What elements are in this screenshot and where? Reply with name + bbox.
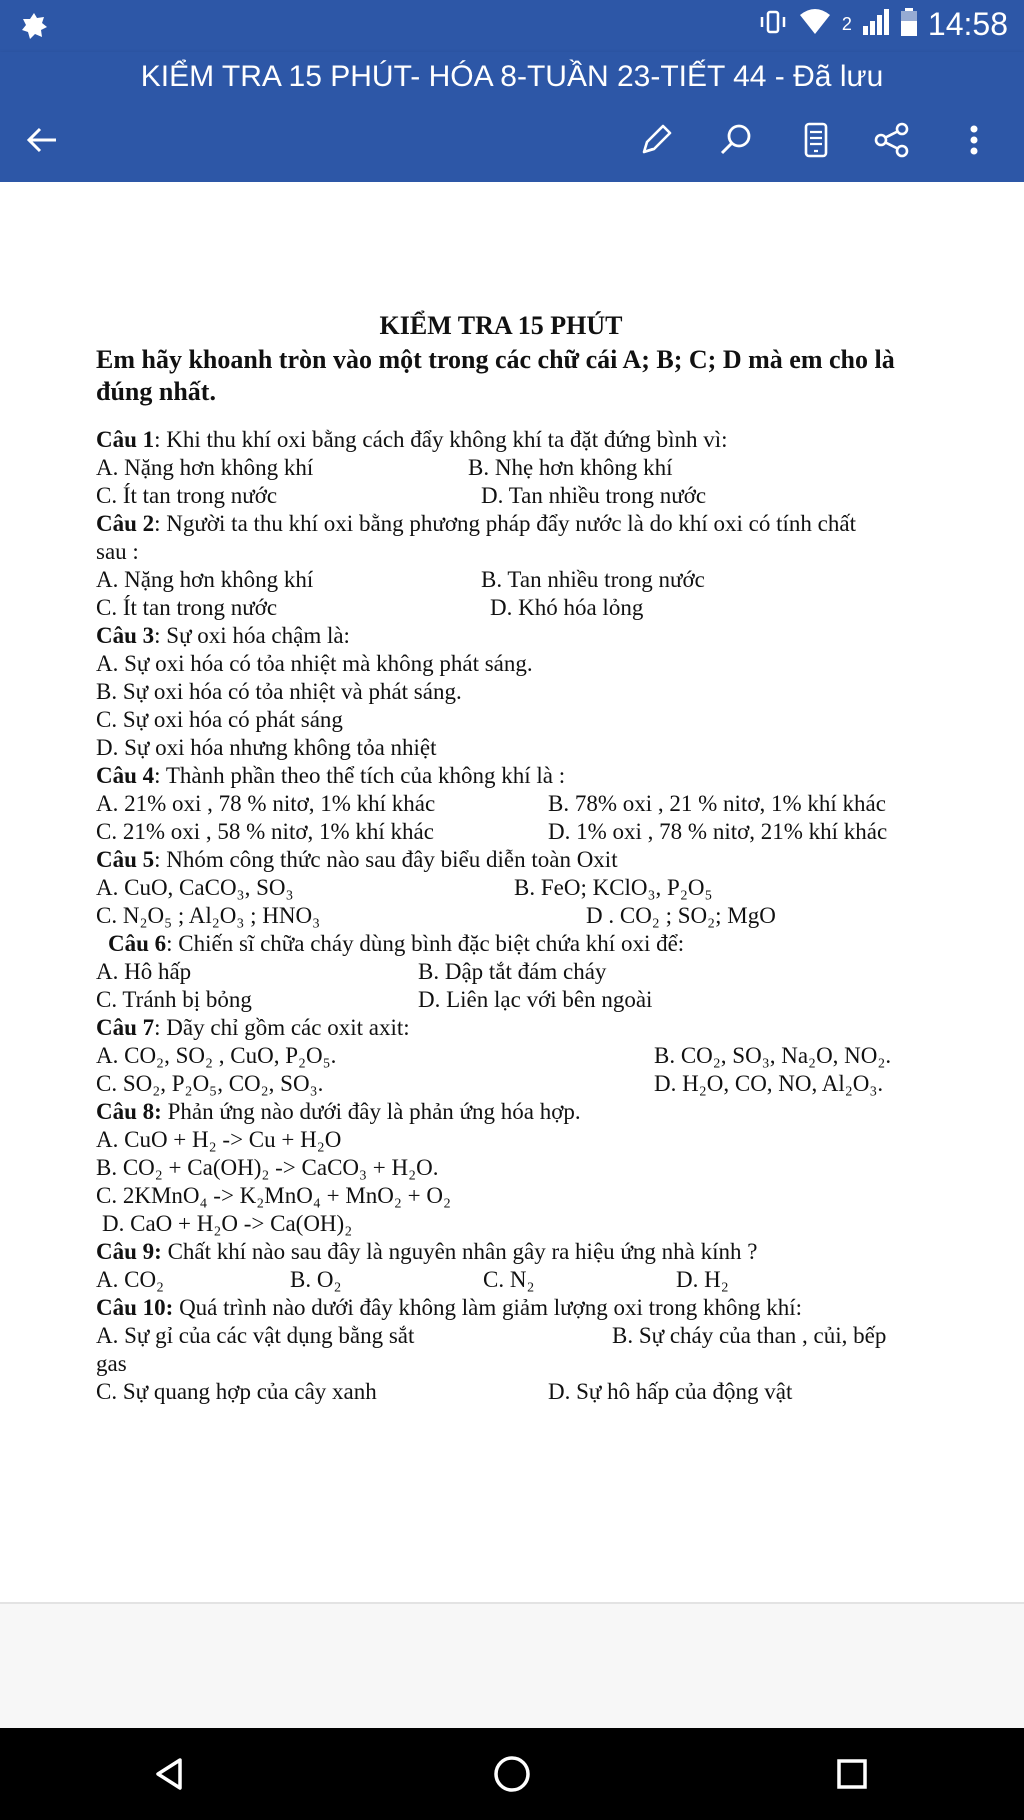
option-c: C. N₂O₅ ; Al₂O₃ ; HNO₃ xyxy=(96,903,321,928)
option-a: A. Sự gỉ của các vật dụng bằng sắt xyxy=(96,1323,415,1348)
option-b: B. FeO; KClO₃, P₂O₅ xyxy=(514,875,713,900)
exam-heading: KIỂM TRA 15 PHÚT xyxy=(379,311,623,340)
square-recents-icon xyxy=(832,1754,872,1794)
pencil-icon xyxy=(636,120,676,160)
battery-icon xyxy=(900,7,918,42)
document-content xyxy=(96,310,936,1406)
page-footer-area xyxy=(0,1602,1024,1730)
share-icon xyxy=(872,120,912,160)
option-a: A. Sự oxi hóa có tỏa nhiệt mà không phát sáng. xyxy=(96,651,533,676)
question-7-options-row-1 xyxy=(96,1042,936,1070)
question-1-options-row-1 xyxy=(96,454,936,482)
option-d: D . CO₂ ; SO₂; MgO xyxy=(586,903,776,928)
app-bar xyxy=(0,52,1024,182)
question-9-options-row xyxy=(96,1266,936,1294)
triangle-back-icon xyxy=(150,1754,190,1794)
option-b: B. CO₂, SO₃, Na₂O, NO₂. xyxy=(654,1043,892,1068)
option-c: C. 21% oxi , 58 % nitơ, 1% khí khác xyxy=(96,819,434,844)
question-2-options-row-1 xyxy=(96,566,936,594)
question-6-options-row-2 xyxy=(96,986,936,1014)
document-title: KIỂM TRA 15 PHÚT- HÓA 8-TUẦN 23-TIẾT 44 - Đã lưu xyxy=(140,60,884,93)
question-1: Câu 1: Khi thu khí oxi bằng cách đẩy không khí ta đặt đứng bình vì: xyxy=(96,427,728,452)
question-2: Câu 2: Người ta thu khí oxi bằng phương pháp đẩy nước là do khí oxi có tính chất xyxy=(96,511,856,536)
option-c: C. N₂ xyxy=(483,1267,535,1292)
search-icon xyxy=(716,120,756,160)
question-5: Câu 5: Nhóm công thức nào sau đây biểu diễn toàn Oxit xyxy=(96,847,618,872)
clock: 14:58 xyxy=(927,6,1008,42)
option-c: C. Tránh bị bỏng xyxy=(96,987,252,1012)
option-b: B. O₂ xyxy=(290,1267,342,1292)
nav-recents-button[interactable] xyxy=(826,1748,878,1800)
question-5-options-row-2 xyxy=(96,902,936,930)
question-4-options-row-2 xyxy=(96,818,936,846)
option-b: B. Sự cháy của than , củi, bếp xyxy=(612,1323,887,1348)
option-b-continued: gas xyxy=(96,1351,127,1376)
question-5-options-row-1 xyxy=(96,874,936,902)
reading-view-button[interactable] xyxy=(790,114,842,166)
question-4: Câu 4: Thành phần theo thể tích của không khí là : xyxy=(96,763,566,788)
question-8: Câu 8: Phản ứng nào dưới đây là phản ứng hóa hợp. xyxy=(96,1099,581,1124)
circle-home-icon xyxy=(490,1752,534,1796)
nav-back-button[interactable] xyxy=(144,1748,196,1800)
option-a: A. CuO + H₂ -> Cu + H₂O xyxy=(96,1127,342,1152)
sim-number: 2 xyxy=(841,14,852,34)
question-7: Câu 7: Dãy chỉ gồm các oxit axit: xyxy=(96,1015,410,1040)
wifi-icon xyxy=(798,7,832,42)
document-page[interactable] xyxy=(0,182,1024,1602)
option-a: A. CO₂, SO₂ , CuO, P₂O₅. xyxy=(96,1043,337,1068)
option-c: C. 2KMnO₄ -> K₂MnO₄ + MnO₂ + O₂ xyxy=(96,1183,452,1208)
option-a: A. CO₂ xyxy=(96,1267,165,1292)
question-2-continued: sau : xyxy=(96,539,139,564)
mobile-view-icon xyxy=(796,120,836,160)
option-d: D. CaO + H₂O -> Ca(OH)₂ xyxy=(102,1211,353,1236)
question-9: Câu 9: Chất khí nào sau đây là nguyên nhân gây ra hiệu ứng nhà kính ? xyxy=(96,1239,758,1264)
search-button[interactable] xyxy=(710,114,762,166)
option-b: B. CO₂ + Ca(OH)₂ -> CaCO₃ + H₂O. xyxy=(96,1155,439,1180)
signal-icon xyxy=(862,8,890,41)
question-2-options-row-2 xyxy=(96,594,936,622)
question-10-options-row-2 xyxy=(96,1378,936,1406)
nav-home-button[interactable] xyxy=(486,1748,538,1800)
question-6: Câu 6: Chiến sĩ chữa cháy dùng bình đặc biệt chứa khí oxi để: xyxy=(108,931,685,956)
option-c: C. Ít tan trong nước xyxy=(96,483,278,508)
option-d: D. Tan nhiều trong nước xyxy=(481,483,707,508)
exam-instruction: Em hãy khoanh tròn vào một trong các chữ cái A; B; C; D mà em cho là đúng nhất. xyxy=(96,345,895,406)
option-c: C. SO₂, P₂O₅, CO₂, SO₃. xyxy=(96,1071,324,1096)
question-1-options-row-2 xyxy=(96,482,936,510)
option-a: A. 21% oxi , 78 % nitơ, 1% khí khác xyxy=(96,791,436,816)
option-a: A. Nặng hơn không khí xyxy=(96,567,314,592)
option-d: D. 1% oxi , 78 % nitơ, 21% khí khác xyxy=(548,819,888,844)
option-d: D. Khó hóa lỏng xyxy=(490,595,644,620)
option-a: A. Nặng hơn không khí xyxy=(96,455,314,480)
option-b: B. 78% oxi , 21 % nitơ, 1% khí khác xyxy=(548,791,886,816)
share-button[interactable] xyxy=(866,114,918,166)
option-b: B. Dập tắt đám cháy xyxy=(418,959,607,984)
option-d: D. H₂ xyxy=(676,1267,729,1292)
option-d: D. Sự oxi hóa nhưng không tỏa nhiệt xyxy=(96,735,437,760)
back-arrow-icon xyxy=(22,120,62,160)
option-a: A. CuO, CaCO₃, SO₃ xyxy=(96,875,294,900)
option-c: C. Sự quang hợp của cây xanh xyxy=(96,1379,377,1404)
option-d: D. Sự hô hấp của động vật xyxy=(548,1379,793,1404)
vibrate-icon xyxy=(758,7,788,42)
option-d: D. Liên lạc với bên ngoài xyxy=(418,987,653,1012)
option-c: C. Ít tan trong nước xyxy=(96,595,278,620)
question-7-options-row-2 xyxy=(96,1070,936,1098)
question-10-options-row-1 xyxy=(96,1322,936,1350)
question-6-options-row-1 xyxy=(96,958,936,986)
more-vertical-icon xyxy=(964,120,984,160)
edit-button[interactable] xyxy=(630,114,682,166)
question-3: Câu 3: Sự oxi hóa chậm là: xyxy=(96,623,350,648)
option-c: C. Sự oxi hóa có phát sáng xyxy=(96,707,343,732)
option-b: B. Tan nhiều trong nước xyxy=(481,567,705,592)
back-button[interactable] xyxy=(16,114,68,166)
option-b: B. Sự oxi hóa có tỏa nhiệt và phát sáng. xyxy=(96,679,462,704)
navigation-bar xyxy=(0,1728,1024,1820)
question-4-options-row-1 xyxy=(96,790,936,818)
question-10: Câu 10: Quá trình nào dưới đây không làm giảm lượng oxi trong không khí: xyxy=(96,1295,802,1320)
option-d: D. H₂O, CO, NO, Al₂O₃. xyxy=(654,1071,884,1096)
notification-app-icon xyxy=(18,10,50,47)
option-a: A. Hô hấp xyxy=(96,959,192,984)
option-b: B. Nhẹ hơn không khí xyxy=(468,455,673,480)
more-options-button[interactable] xyxy=(948,114,1000,166)
status-bar xyxy=(0,0,1024,52)
